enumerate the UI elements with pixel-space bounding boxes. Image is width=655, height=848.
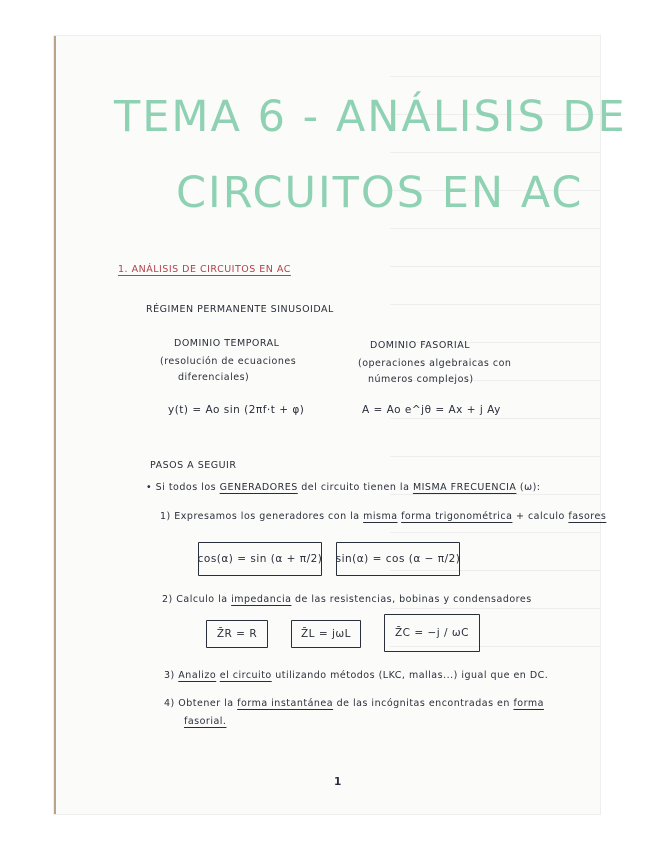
step-1-forma: forma trigonométrica xyxy=(401,511,513,522)
step-4-text-b: de las incógnitas encontradas en xyxy=(336,698,510,709)
dominio-fasorial-label: DOMINIO FASORIAL xyxy=(370,340,470,351)
step-2-number: 2) xyxy=(162,594,173,605)
step-1-fasores: fasores xyxy=(568,511,607,522)
dominio-temporal-desc-1: (resolución de ecuaciones xyxy=(160,356,297,367)
step-2-text-a: Calculo la xyxy=(176,594,228,605)
page-number: 1 xyxy=(334,776,342,788)
title-line-1: TEMA 6 - ANÁLISIS DE xyxy=(114,92,627,142)
step-2-impedancia: impedancia xyxy=(231,594,292,605)
pasos-intro xyxy=(146,482,541,493)
formula-box-cos: cos(α) = sin (α + π/2) xyxy=(198,542,322,576)
intro-generadores: GENERADORES xyxy=(219,482,298,493)
dominio-temporal-desc-2: diferenciales) xyxy=(178,372,250,383)
notebook-page xyxy=(54,36,627,814)
impedance-box-capacitor: Z̄C = −j / ωC xyxy=(384,614,480,652)
step-3 xyxy=(164,670,548,681)
step-1 xyxy=(160,511,606,522)
step-4-forma-2: forma xyxy=(513,698,544,709)
step-2 xyxy=(162,594,532,605)
title-line-2: CIRCUITOS EN AC xyxy=(176,168,584,218)
intro-text-b: del circuito tienen la xyxy=(301,482,410,493)
step-4-forma: forma instantánea xyxy=(237,698,334,709)
pasos-heading: PASOS A SEGUIR xyxy=(150,460,237,471)
formula-box-sin: sin(α) = cos (α − π/2) xyxy=(336,542,460,576)
dominio-fasorial-desc-1: (operaciones algebraicas con xyxy=(358,358,512,369)
step-4-fasorial: fasorial. xyxy=(184,716,227,727)
step-4-text-a: Obtener la xyxy=(178,698,234,709)
regimen-heading: RÉGIMEN PERMANENTE SINUSOIDAL xyxy=(146,304,334,315)
step-3-text-b: utilizando métodos (LKC, mallas...) igual que en DC. xyxy=(275,670,549,681)
dominio-fasorial-formula: A = Ao e^jθ = Ax + j Ay xyxy=(362,404,501,416)
step-1-number: 1) xyxy=(160,511,171,522)
dominio-temporal-label: DOMINIO TEMPORAL xyxy=(174,338,280,349)
section-heading: 1. ANÁLISIS DE CIRCUITOS EN AC xyxy=(118,264,291,275)
impedance-box-inductor: Z̄L = jωL xyxy=(291,620,361,648)
step-3-analizo: Analizo xyxy=(178,670,217,681)
step-4 xyxy=(164,698,544,709)
impedance-box-resistor: Z̄R = R xyxy=(206,620,268,648)
step-1-text-b: + calculo xyxy=(515,511,565,522)
bullet: • xyxy=(146,482,153,493)
dominio-fasorial-desc-2: números complejos) xyxy=(368,374,474,385)
step-4-number: 4) xyxy=(164,698,175,709)
step-3-circuito: el circuito xyxy=(219,670,272,681)
intro-text-c: (ω): xyxy=(519,482,541,493)
step-1-text-a: Expresamos los generadores con la xyxy=(174,511,360,522)
step-3-number: 3) xyxy=(164,670,175,681)
intro-text-a: Si todos los xyxy=(155,482,217,493)
intro-frecuencia: MISMA FRECUENCIA xyxy=(412,482,517,493)
step-2-text-b: de las resistencias, bobinas y condensadores xyxy=(294,594,532,605)
dominio-temporal-formula: y(t) = Ao sin (2πf·t + φ) xyxy=(168,404,305,416)
step-1-misma: misma xyxy=(363,511,398,522)
